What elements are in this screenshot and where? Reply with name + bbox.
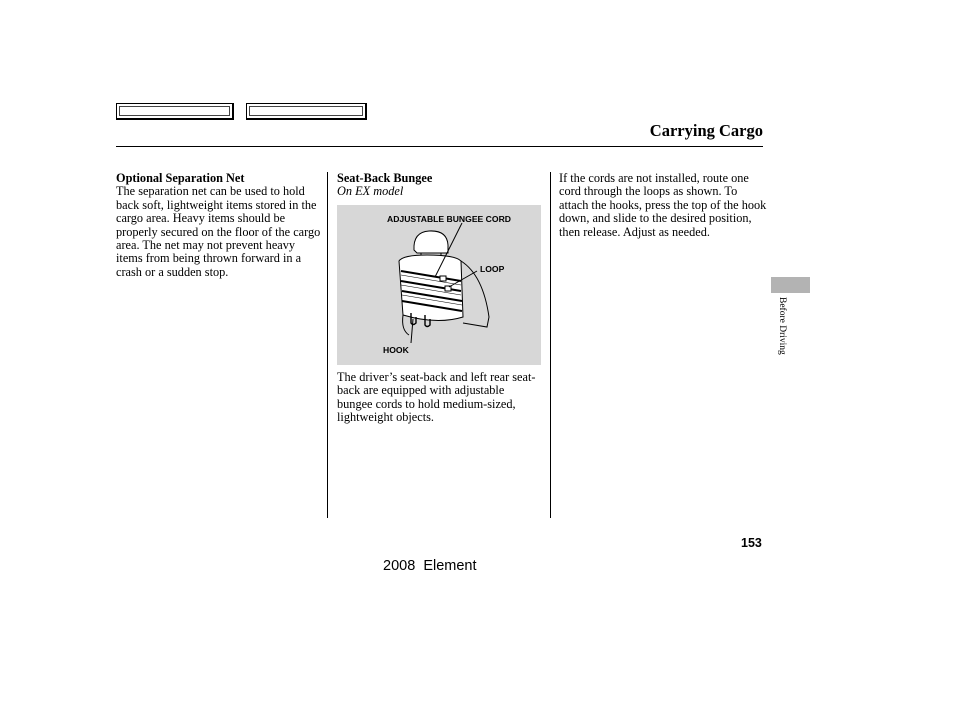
installation-text: If the cords are not installed, route one cord through the loops as shown. To attach the hooks, press the top of the hook down, and slide to the desired position, then release. Adjust as needed. bbox=[559, 171, 767, 239]
column-separation-net bbox=[116, 172, 321, 279]
label-hook: HOOK bbox=[383, 345, 409, 355]
column-divider-2 bbox=[550, 172, 551, 518]
section-heading-separation-net: Optional Separation Net bbox=[116, 171, 245, 185]
column-divider-1 bbox=[327, 172, 328, 518]
label-adjustable-bungee-cord: ADJUSTABLE BUNGEE CORD bbox=[387, 214, 511, 224]
title-rule bbox=[116, 146, 763, 147]
separation-net-text: The separation net can be used to hold back soft, lightweight items stored in the cargo area. Heavy items should be properly secured on the floor of the cargo area. The net may not prevent heavy items from being thrown forward in a crash or a sudden stop. bbox=[116, 184, 321, 279]
model-note: On EX model bbox=[337, 184, 404, 199]
section-tab[interactable] bbox=[771, 277, 810, 293]
column-installation bbox=[559, 172, 769, 239]
bungee-cord-illustration bbox=[337, 205, 541, 365]
label-loop: LOOP bbox=[480, 264, 505, 274]
page-title: Carrying Cargo bbox=[649, 121, 763, 140]
bungee-description-text: The driver’s seat-back and left rear seat-back are equipped with adjustable bungee cords to hold medium-sized, lightweight objects. bbox=[337, 370, 536, 425]
column-seat-back-bungee bbox=[337, 172, 542, 199]
page-number: 153 bbox=[741, 536, 762, 550]
seat-back-drawing bbox=[337, 205, 541, 365]
model-footer: 2008 Element bbox=[383, 558, 477, 574]
nav-box-left[interactable] bbox=[116, 103, 234, 120]
section-heading-bungee: Seat-Back Bungee bbox=[337, 171, 433, 185]
section-label-vertical: Before Driving bbox=[777, 297, 787, 355]
nav-box-right[interactable] bbox=[246, 103, 367, 120]
